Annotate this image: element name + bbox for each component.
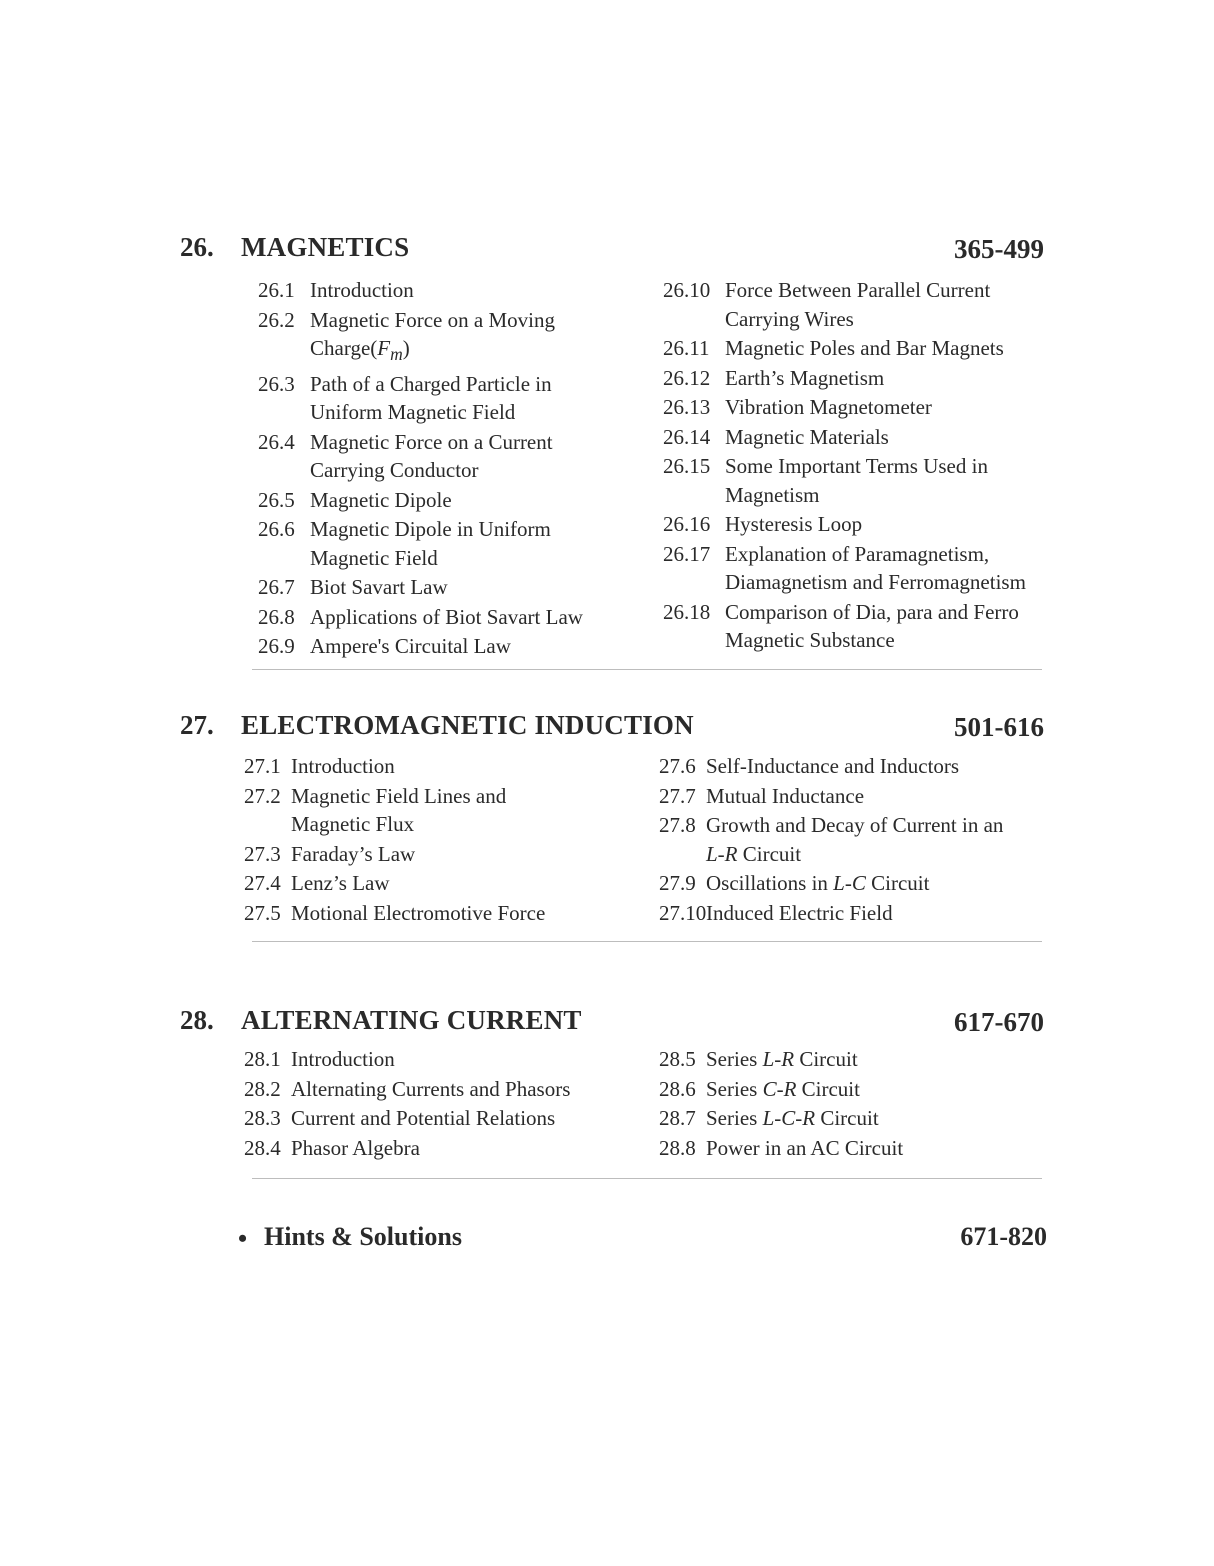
- chapter-header: [0, 710, 1214, 750]
- toc-entry[interactable]: [659, 1045, 1039, 1074]
- chapter-title[interactable]: ALTERNATING CURRENT: [241, 1005, 582, 1035]
- toc-entry[interactable]: [663, 364, 1063, 393]
- toc-entry[interactable]: [663, 452, 1063, 509]
- toc-entry[interactable]: [258, 515, 598, 572]
- toc-entry[interactable]: [659, 1104, 1039, 1133]
- chapter-header: [0, 232, 1214, 272]
- toc-entry[interactable]: [659, 1075, 1039, 1104]
- toc-entry[interactable]: [659, 811, 1059, 868]
- chapter-26: [0, 232, 1214, 659]
- chapter-27: [0, 710, 1214, 925]
- chapter-header: [0, 1005, 1214, 1045]
- toc-entry-number: 28.2: [244, 1076, 281, 1101]
- toc-entry-title: Series C-R Circuit: [706, 1076, 860, 1101]
- toc-entry-title: Lenz’s Law: [291, 871, 390, 895]
- toc-entry[interactable]: [258, 276, 598, 305]
- toc-entry-title: Biot Savart Law: [310, 575, 448, 600]
- toc-entry[interactable]: [663, 540, 1063, 597]
- toc-entry-number: 28.6: [659, 1076, 696, 1101]
- toc-entry-title: Faraday’s Law: [291, 841, 416, 866]
- toc-entry[interactable]: [659, 869, 1059, 898]
- toc-entry-title: Path of a Charged Particle in Uniform Magnetic Field: [310, 371, 552, 425]
- toc-entry-number: 26.10: [663, 278, 711, 302]
- toc-entry-number: 26.14: [663, 424, 711, 449]
- toc-entry-number: 26.11: [663, 336, 710, 360]
- chapter-title[interactable]: ELECTROMAGNETIC INDUCTION: [241, 710, 694, 740]
- toc-entry[interactable]: [663, 393, 1063, 422]
- toc-entry-title: Series L-R Circuit: [706, 1047, 858, 1071]
- toc-entry[interactable]: [244, 840, 604, 869]
- section-divider: [252, 669, 1042, 670]
- toc-entry[interactable]: [258, 603, 598, 632]
- toc-entry-number: 26.15: [663, 454, 711, 478]
- toc-entry-title: Mutual Inductance: [706, 783, 865, 808]
- chapter-number: 28.: [180, 1005, 214, 1035]
- toc-entry-number: 26.3: [258, 371, 295, 396]
- toc-entry-number: 27.5: [244, 900, 281, 925]
- toc-entry-title: Magnetic Dipole in Uniform Magnetic Field: [310, 517, 551, 570]
- toc-entry-number: 26.13: [663, 395, 711, 419]
- toc-entry[interactable]: [663, 334, 1063, 363]
- toc-entry-number: 26.18: [663, 599, 711, 624]
- toc-entry-number: 27.1: [244, 754, 281, 778]
- toc-entry-title: Magnetic Materials: [725, 424, 889, 449]
- toc-entry-number: 28.4: [244, 1135, 281, 1160]
- toc-entry[interactable]: [663, 423, 1063, 452]
- chapter-28: [0, 1005, 1214, 1160]
- chapter-title[interactable]: MAGNETICS: [241, 232, 410, 262]
- toc-entry-number: 26.17: [663, 541, 711, 566]
- toc-entry-number: 26.4: [258, 429, 295, 454]
- chapter-number: 27.: [180, 710, 214, 740]
- chapter-page-range: 617-670: [954, 1007, 1044, 1037]
- toc-entry-number: 27.2: [244, 783, 281, 808]
- toc-entry-title: Introduction: [291, 754, 395, 778]
- toc-entry[interactable]: [663, 276, 1063, 333]
- toc-entry-title: Series L-C-R Circuit: [706, 1106, 879, 1130]
- chapter-page-range: 365-499: [954, 234, 1044, 264]
- toc-entry-title: Some Important Terms Used in Magnetism: [725, 454, 988, 507]
- toc-entry-title: Motional Electromotive Force: [291, 900, 546, 925]
- toc-entry-title: Magnetic Force on a Moving $Charge(F_m)$: [310, 307, 555, 365]
- toc-entry[interactable]: [258, 370, 598, 427]
- toc-entry-title: Self-Inductance and Inductors: [706, 754, 960, 778]
- toc-entry-number: 28.7: [659, 1106, 696, 1130]
- toc-right-column: [659, 1045, 1039, 1163]
- toc-entry-number: 27.9: [659, 871, 696, 895]
- toc-entry-title: Magnetic Field Lines and Magnetic Flux: [291, 783, 507, 836]
- toc-entry[interactable]: [659, 899, 1059, 928]
- toc-entry[interactable]: [659, 1134, 1039, 1163]
- toc-entry-title: Phasor Algebra: [291, 1135, 420, 1160]
- toc-entry-number: 27.6: [659, 754, 696, 778]
- hints-and-solutions-entry[interactable]: [0, 1220, 1214, 1260]
- toc-entry-number: 27.3: [244, 841, 281, 866]
- toc-entry-number: 28.1: [244, 1047, 281, 1071]
- toc-entry-title: Hysteresis Loop: [725, 512, 863, 536]
- toc-entry[interactable]: [244, 1075, 624, 1104]
- toc-entry-number: 26.2: [258, 307, 295, 332]
- toc-right-column: [663, 276, 1063, 656]
- toc-entry[interactable]: [244, 1104, 624, 1133]
- section-divider: [252, 1178, 1042, 1179]
- chapter-number: 26.: [180, 232, 214, 262]
- toc-entry[interactable]: [258, 486, 598, 515]
- toc-entry-title: Growth and Decay of Current in an L-R Circuit: [706, 813, 1004, 866]
- toc-entry-number: 26.8: [258, 604, 295, 629]
- toc-entry-title: Magnetic Dipole: [310, 487, 452, 512]
- toc-entry-number: 26.6: [258, 517, 295, 542]
- toc-entry[interactable]: [659, 752, 1059, 781]
- section-divider: [252, 941, 1042, 942]
- toc-entry-title: Introduction: [310, 278, 414, 302]
- toc-entry-number: 26.9: [258, 634, 295, 659]
- toc-right-column: [659, 752, 1059, 928]
- toc-entry[interactable]: [663, 510, 1063, 539]
- toc-entry-title: Applications of Biot Savart Law: [310, 604, 583, 629]
- toc-entry-title: Alternating Currents and Phasors: [291, 1076, 571, 1101]
- toc-entry-number: 27.7: [659, 783, 696, 808]
- toc-entry-title: Oscillations in L-C Circuit: [706, 871, 930, 895]
- toc-entry-number: 27.8: [659, 813, 696, 837]
- toc-entry-number: 26.16: [663, 512, 711, 536]
- toc-entry-number: 28.8: [659, 1135, 696, 1160]
- toc-entry[interactable]: [244, 782, 604, 839]
- toc-entry-number: 26.7: [258, 575, 295, 600]
- toc-entry[interactable]: [244, 1134, 624, 1163]
- toc-entry-number: 27.4: [244, 871, 281, 895]
- toc-entry[interactable]: [659, 782, 1059, 811]
- toc-entry-number: 27.10: [659, 900, 707, 925]
- toc-entry-title: Power in an AC Circuit: [706, 1135, 904, 1160]
- toc-entry[interactable]: [244, 899, 604, 928]
- toc-entry-title: Earth’s Magnetism: [725, 365, 885, 390]
- toc-entry-number: 26.12: [663, 365, 711, 390]
- toc-entry[interactable]: [663, 598, 1063, 655]
- hints-page-range: 671-820: [960, 1222, 1047, 1251]
- hints-label[interactable]: Hints & Solutions: [264, 1222, 462, 1251]
- toc-entry[interactable]: [258, 573, 598, 602]
- toc-entry-title: Introduction: [291, 1047, 395, 1071]
- toc-entry-number: 28.3: [244, 1106, 281, 1130]
- toc-entry-title: Comparison of Dia, para and Ferro Magnetic Substance: [725, 599, 1019, 652]
- toc-entry-title: Induced Electric Field: [706, 900, 893, 925]
- toc-entry[interactable]: [244, 869, 604, 898]
- toc-entry-title: Current and Potential Relations: [291, 1106, 556, 1130]
- toc-left-column: [244, 1045, 624, 1163]
- toc-entry-title: Force Between Parallel Current Carrying Wires: [725, 278, 991, 331]
- toc-entry[interactable]: [258, 428, 598, 485]
- toc-entry-title: Magnetic Force on a Current Carrying Conductor: [310, 429, 553, 483]
- chapter-page-range: 501-616: [954, 712, 1044, 742]
- bullet-icon: •: [238, 1224, 248, 1253]
- toc-entry-title: Magnetic Poles and Bar Magnets: [725, 336, 1004, 360]
- toc-entry-number: 28.5: [659, 1047, 696, 1071]
- toc-entry[interactable]: [244, 752, 604, 781]
- toc-entry[interactable]: [258, 632, 598, 661]
- toc-left-column: [244, 752, 604, 928]
- toc-entry-title: Vibration Magnetometer: [725, 395, 932, 419]
- toc-left-column: [258, 276, 598, 662]
- toc-entry-number: 26.1: [258, 278, 295, 302]
- toc-entry[interactable]: [258, 306, 598, 369]
- toc-entry-title: Explanation of Paramagnetism, Diamagnetism and Ferromagnetism: [725, 541, 1026, 594]
- toc-entry[interactable]: [244, 1045, 624, 1074]
- toc-entry-number: 26.5: [258, 487, 295, 512]
- toc-entry-title: Ampere's Circuital Law: [310, 634, 511, 659]
